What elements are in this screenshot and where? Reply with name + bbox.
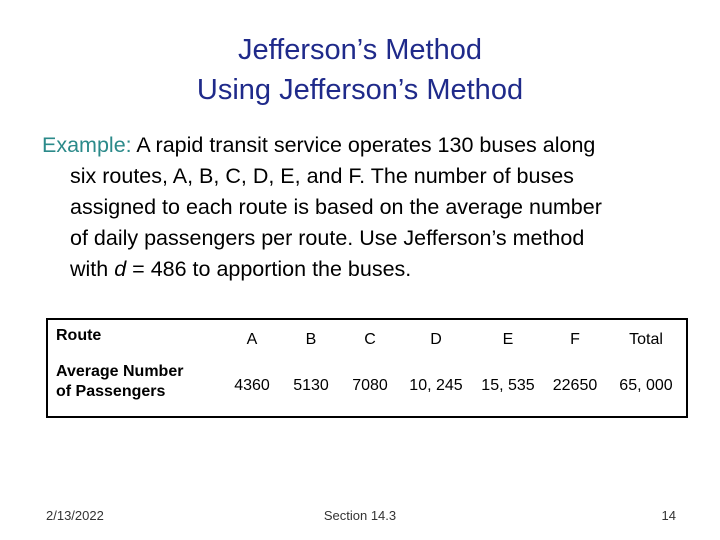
route-cell: Total (629, 331, 663, 348)
passengers-header: Average Number of Passengers (56, 363, 184, 400)
route-cell: D (430, 331, 442, 348)
passenger-cell: 7080 (352, 377, 388, 394)
title-line-1: Jefferson’s Method (238, 34, 482, 66)
slide-title (0, 30, 720, 110)
passenger-cell: 4360 (234, 377, 270, 394)
example-line-5-pre: with (70, 257, 115, 281)
divisor-variable: d (114, 257, 127, 281)
example-line-3: assigned to each route is based on the average number (70, 195, 602, 219)
footer-page-number: 14 (661, 508, 676, 523)
route-cell: E (502, 331, 514, 348)
example-line-4: of daily passengers per route. Use Jefferson’s method (70, 226, 585, 250)
route-cell: B (305, 331, 317, 348)
example-paragraph (42, 130, 682, 285)
route-row (47, 319, 687, 356)
footer-date: 2/13/2022 (46, 508, 104, 523)
title-line-2: Using Jefferson’s Method (196, 74, 524, 106)
route-header: Route (56, 327, 102, 344)
example-line-1: A rapid transit service operates 130 buses along (131, 133, 596, 157)
example-line-2: six routes, A, B, C, D, E, and F. The number of buses (70, 164, 574, 188)
example-line-5-post: = 486 to apportion the buses. (126, 257, 412, 281)
example-label: Example: (42, 133, 132, 157)
passenger-cell: 22650 (552, 377, 598, 394)
route-cell: F (570, 331, 580, 348)
passenger-cell: 5130 (293, 377, 329, 394)
route-cell: A (246, 331, 258, 348)
passenger-cell: 10, 245 (409, 377, 463, 394)
passenger-cell: 15, 535 (481, 377, 535, 394)
footer-section: Section 14.3 (323, 508, 397, 523)
passenger-table (46, 318, 688, 418)
passengers-row (47, 356, 687, 417)
passenger-cell: 65, 000 (619, 377, 673, 394)
route-cell: C (364, 331, 376, 348)
